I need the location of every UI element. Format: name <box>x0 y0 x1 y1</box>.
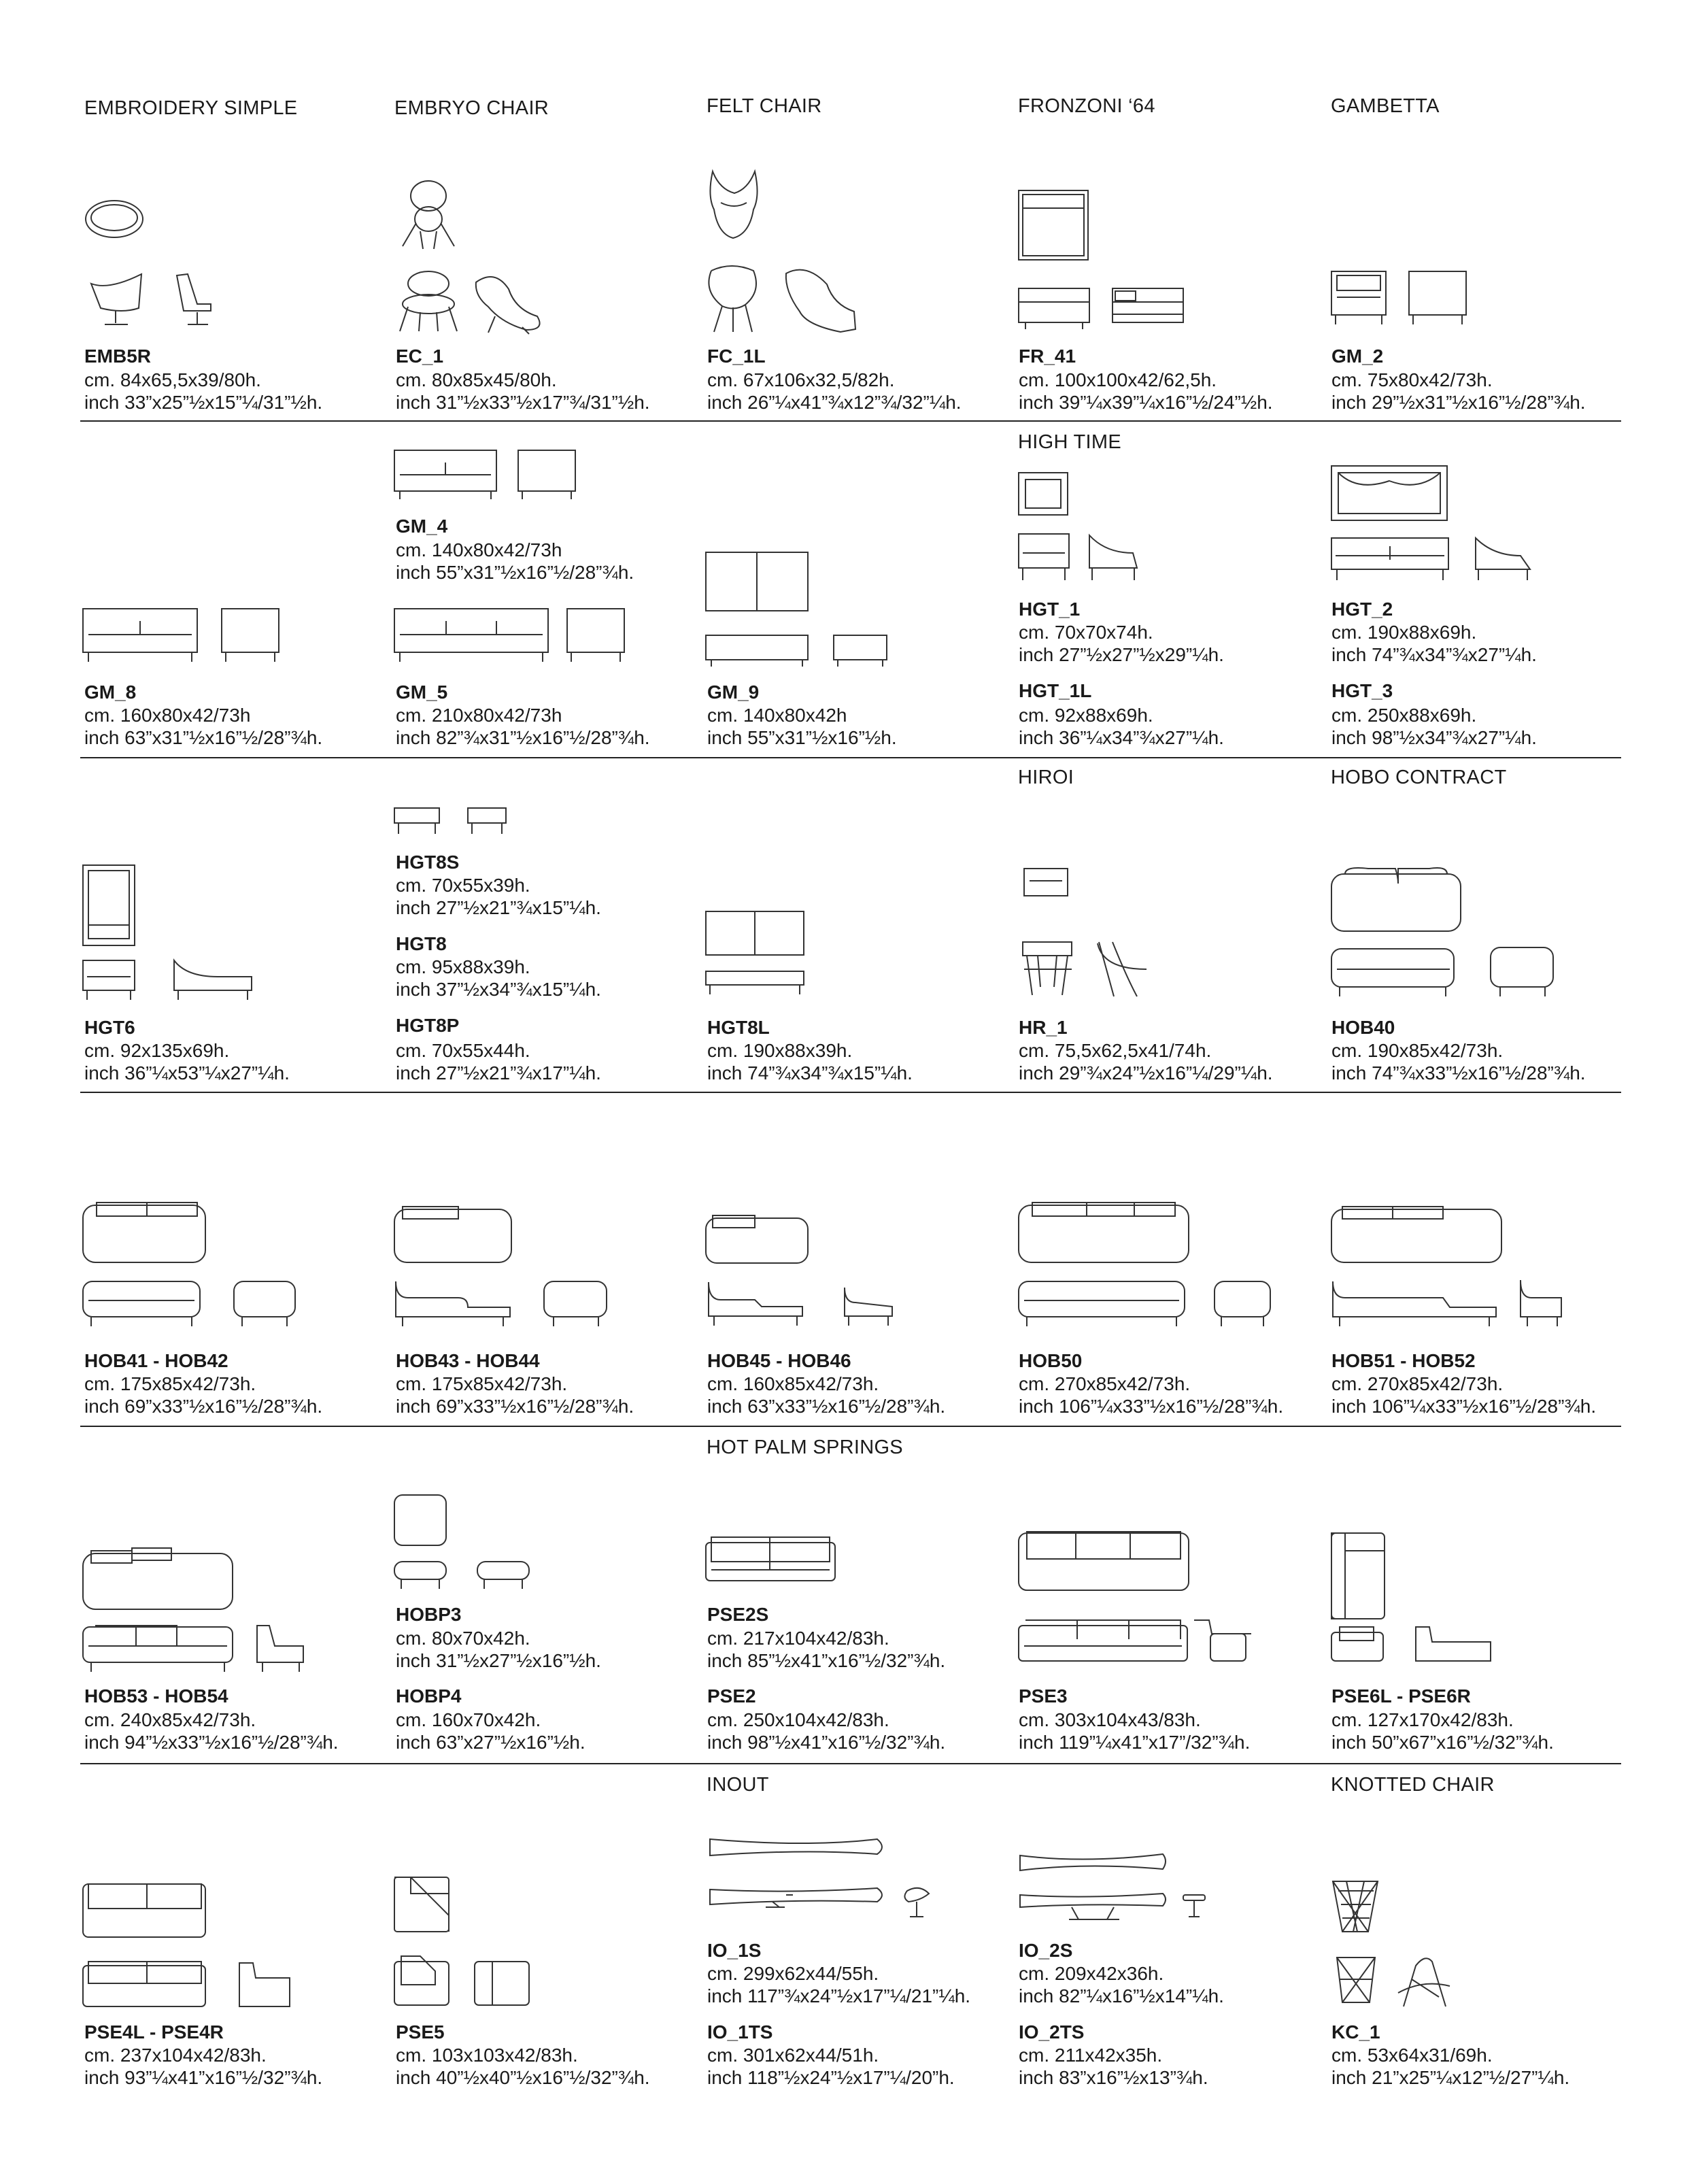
dimensions-cm: cm. 303x104x43/83h. <box>1019 1709 1201 1730</box>
dimensions-cm: cm. 100x100x42/62,5h. <box>1019 369 1217 390</box>
dimensions-cm: cm. 127x170x42/83h. <box>1331 1709 1514 1730</box>
product-code: HOB41 - HOB42 <box>84 1350 228 1371</box>
dimensions-cm: cm. 190x88x39h. <box>707 1040 853 1061</box>
product-code: EC_1 <box>396 346 444 367</box>
family-title-hightime: HIGH TIME <box>1018 431 1122 453</box>
row-divider <box>80 1426 1621 1427</box>
dimensions-cm: cm. 190x85x42/73h. <box>1331 1040 1504 1061</box>
family-title-gambetta: GAMBETTA <box>1331 95 1440 117</box>
product-code: HOB50 <box>1019 1350 1083 1371</box>
gm4-views-drawing <box>393 449 597 503</box>
product-code: HOB40 <box>1331 1017 1395 1038</box>
dimensions-inch: inch 37”½x34”¾x15”¼h. <box>396 979 601 1000</box>
dimensions-inch: inch 82”¾x31”½x16”½/28”¾h. <box>396 727 650 748</box>
dimensions-inch: inch 118”½x24”½x17”¼/20”h. <box>707 2067 955 2088</box>
hob41-views-drawing <box>82 1198 306 1334</box>
product-code: HR_1 <box>1019 1017 1068 1038</box>
dimensions-inch: inch 83”x16”½x13”¾h. <box>1019 2067 1208 2088</box>
dimensions-inch: inch 21”x25”¼x12”½/27”¼h. <box>1331 2067 1570 2088</box>
dimensions-cm: cm. 75x80x42/73h. <box>1331 369 1493 390</box>
dimensions-inch: inch 31”½x33”½x17”¾/31”½h. <box>396 392 650 413</box>
product-code: PSE3 <box>1019 1685 1068 1707</box>
product-code: FC_1L <box>707 346 766 367</box>
product-code: PSE6L - PSE6R <box>1331 1685 1471 1707</box>
product-code: HOB43 - HOB44 <box>396 1350 540 1371</box>
product-code: PSE2S <box>707 1604 769 1625</box>
product-code: IO_1TS <box>707 2021 773 2043</box>
dimensions-inch: inch 117”¾x24”½x17”¼/21”¼h. <box>707 1985 971 2006</box>
fc1l-top-view-drawing <box>704 169 766 243</box>
product-code: HGT8P <box>396 1015 460 1036</box>
hob50-views-drawing <box>1017 1198 1276 1334</box>
dimensions-cm: cm. 92x88x69h. <box>1019 705 1153 726</box>
dimensions-inch: inch 93”¼x41”x16”½/32”¾h. <box>84 2067 323 2088</box>
family-title-knotted: KNOTTED CHAIR <box>1331 1774 1495 1796</box>
product-code: HGT_1 <box>1019 599 1081 620</box>
pse3-views-drawing <box>1017 1530 1249 1673</box>
product-code: HOB51 - HOB52 <box>1331 1350 1476 1371</box>
pse5-views-drawing <box>393 1876 549 2012</box>
dimensions-inch: inch 29”½x31”½x16”½/28”¾h. <box>1331 392 1586 413</box>
product-code: GM_5 <box>396 682 448 703</box>
family-title-fronzoni: FRONZONI ‘64 <box>1018 95 1155 117</box>
dimensions-inch: inch 27”½x21”¾x17”¼h. <box>396 1062 601 1083</box>
product-code: HOBP4 <box>396 1685 462 1707</box>
row-divider <box>80 757 1621 758</box>
dimensions-inch: inch 119”¼x41”x17”/32”¾h. <box>1019 1732 1251 1753</box>
dimensions-cm: cm. 70x55x44h. <box>396 1040 530 1061</box>
dimensions-inch: inch 50”x67”x16”½/32”¾h. <box>1331 1732 1554 1753</box>
hob45-views-drawing <box>704 1207 909 1337</box>
dimensions-cm: cm. 160x80x42/73h <box>84 705 251 726</box>
ec1-side-views-drawing <box>393 269 549 337</box>
dimensions-inch: inch 94”½x33”½x16”½/28”¾h. <box>84 1732 339 1753</box>
product-code: HGT8 <box>396 933 447 954</box>
dimensions-cm: cm. 160x70x42h. <box>396 1709 541 1730</box>
product-code: IO_2S <box>1019 1940 1073 1961</box>
dimensions-cm: cm. 80x70x42h. <box>396 1628 530 1649</box>
family-title-inout: INOUT <box>707 1774 769 1796</box>
product-code: HGT_3 <box>1331 680 1393 701</box>
dimensions-cm: cm. 103x103x42/83h. <box>396 2045 578 2066</box>
hob51-views-drawing <box>1330 1198 1575 1334</box>
product-code: HOBP3 <box>396 1604 462 1625</box>
dimensions-cm: cm. 240x85x42/73h. <box>84 1709 256 1730</box>
hobp3-views-drawing <box>393 1494 543 1596</box>
io2s-views-drawing <box>1017 1849 1221 1930</box>
product-code: PSE5 <box>396 2021 445 2043</box>
product-code: EMB5R <box>84 346 152 367</box>
dimensions-cm: cm. 270x85x42/73h. <box>1331 1373 1504 1394</box>
dimensions-inch: inch 31”½x27”½x16”½h. <box>396 1650 601 1671</box>
hgt6-views-drawing <box>82 864 265 1007</box>
dimensions-cm: cm. 95x88x39h. <box>396 956 530 977</box>
product-code: PSE4L - PSE4R <box>84 2021 224 2043</box>
dimensions-inch: inch 27”½x27”½x29”¼h. <box>1019 644 1224 665</box>
dimensions-inch: inch 98”½x34”¾x27”¼h. <box>1331 727 1537 748</box>
dimensions-cm: cm. 217x104x42/83h. <box>707 1628 889 1649</box>
dimensions-inch: inch 39”¼x39”¼x16”½/24”½h. <box>1019 392 1273 413</box>
dimensions-inch: inch 69”x33”½x16”½/28”¾h. <box>396 1396 634 1417</box>
product-code: HGT_2 <box>1331 599 1393 620</box>
kc1-views-drawing <box>1330 1877 1453 2013</box>
product-code: HGT_1L <box>1019 680 1092 701</box>
hgt8s-views-drawing <box>393 807 522 841</box>
dimensions-cm: cm. 84x65,5x39/80h. <box>84 369 261 390</box>
dimensions-inch: inch 98”½x41”x16”½/32”¾h. <box>707 1732 946 1753</box>
hgt1-side-views-drawing <box>1017 533 1153 587</box>
dimensions-inch: inch 74”¾x34”¾x27”¼h. <box>1331 644 1537 665</box>
dimensions-cm: cm. 80x85x45/80h. <box>396 369 557 390</box>
gm2-views-drawing <box>1330 270 1480 331</box>
dimensions-cm: cm. 190x88x69h. <box>1331 622 1477 643</box>
dimensions-inch: inch 36”¼x34”¾x27”¼h. <box>1019 727 1224 748</box>
fr41-top-view-drawing <box>1017 189 1092 264</box>
row-divider <box>80 1092 1621 1093</box>
dimensions-cm: cm. 70x55x39h. <box>396 875 530 896</box>
row-divider <box>80 420 1621 422</box>
emb5r-top-view-drawing <box>82 197 156 238</box>
dimensions-cm: cm. 175x85x42/73h. <box>396 1373 568 1394</box>
family-title-hobo: HOBO CONTRACT <box>1331 767 1507 788</box>
dimensions-inch: inch 63”x31”½x16”½/28”¾h. <box>84 727 323 748</box>
dimensions-cm: cm. 92x135x69h. <box>84 1040 230 1061</box>
product-code: KC_1 <box>1331 2021 1380 2043</box>
dimensions-cm: cm. 53x64x31/69h. <box>1331 2045 1493 2066</box>
dimensions-inch: inch 55”x31”½x16”½h. <box>707 727 897 748</box>
product-code: HGT8L <box>707 1017 770 1038</box>
dimensions-cm: cm. 211x42x35h. <box>1019 2045 1163 2066</box>
dimensions-inch: inch 33”x25”½x15”¼/31”½h. <box>84 392 323 413</box>
product-code: GM_8 <box>84 682 137 703</box>
hob40-views-drawing <box>1330 867 1561 1003</box>
dimensions-inch: inch 74”¾x34”¾x15”¼h. <box>707 1062 913 1083</box>
dimensions-cm: cm. 270x85x42/73h. <box>1019 1373 1191 1394</box>
family-title-felt: FELT CHAIR <box>707 95 822 117</box>
dimensions-cm: cm. 160x85x42/73h. <box>707 1373 879 1394</box>
product-code: HOB45 - HOB46 <box>707 1350 851 1371</box>
gm8-views-drawing <box>82 607 292 669</box>
io1s-views-drawing <box>704 1836 956 1932</box>
dimensions-inch: inch 26”¼x41”¾x12”¾/32”¼h. <box>707 392 962 413</box>
dimensions-cm: cm. 250x104x42/83h. <box>707 1709 889 1730</box>
gm9-views-drawing <box>704 551 909 673</box>
dimensions-cm: cm. 299x62x44/55h. <box>707 1963 879 1984</box>
gm5-views-drawing <box>393 607 638 669</box>
pse2s-views-drawing <box>704 1536 840 1590</box>
dimensions-cm: cm. 175x85x42/73h. <box>84 1373 256 1394</box>
pse4l-views-drawing <box>82 1881 299 2017</box>
pse6l-views-drawing <box>1330 1530 1507 1673</box>
product-code: GM_9 <box>707 682 760 703</box>
hr1-views-drawing <box>1017 867 1153 1003</box>
fc1l-side-views-drawing <box>704 264 861 339</box>
family-title-embroidery: EMBROIDERY SIMPLE <box>84 97 298 119</box>
dimensions-inch: inch 36”¼x53”¼x27”¼h. <box>84 1062 290 1083</box>
hgt8l-views-drawing <box>704 910 813 1005</box>
hgt1-top-view-drawing <box>1017 471 1079 519</box>
family-title-hotpalm: HOT PALM SPRINGS <box>707 1437 903 1458</box>
family-title-hiroi: HIROI <box>1018 767 1074 788</box>
product-code: GM_2 <box>1331 346 1384 367</box>
dimensions-inch: inch 85”½x41”x16”½/32”¾h. <box>707 1650 946 1671</box>
hob43-views-drawing <box>393 1198 617 1334</box>
hgt2-views-drawing <box>1330 465 1541 587</box>
dimensions-cm: cm. 210x80x42/73h <box>396 705 562 726</box>
product-code: HGT8S <box>396 852 460 873</box>
dimensions-inch: inch 106”¼x33”½x16”½/28”¾h. <box>1331 1396 1597 1417</box>
dimensions-inch: inch 40”½x40”½x16”½/32”¾h. <box>396 2067 650 2088</box>
product-code: HOB53 - HOB54 <box>84 1685 228 1707</box>
dimensions-inch: inch 74”¾x33”½x16”½/28”¾h. <box>1331 1062 1586 1083</box>
dimensions-inch: inch 63”x33”½x16”½/28”¾h. <box>707 1396 946 1417</box>
fr41-side-views-drawing <box>1017 287 1194 331</box>
product-code: GM_4 <box>396 516 448 537</box>
dimensions-inch: inch 55”x31”½x16”½/28”¾h. <box>396 562 634 583</box>
dimensions-inch: inch 69”x33”½x16”½/28”¾h. <box>84 1396 323 1417</box>
dimensions-cm: cm. 237x104x42/83h. <box>84 2045 267 2066</box>
dimensions-inch: inch 29”¾x24”½x16”¼/29”¼h. <box>1019 1062 1273 1083</box>
dimensions-cm: cm. 209x42x36h. <box>1019 1963 1164 1984</box>
dimensions-inch: inch 82”¼x16”½x14”¼h. <box>1019 1985 1224 2006</box>
dimensions-cm: cm. 250x88x69h. <box>1331 705 1477 726</box>
dimensions-cm: cm. 70x70x74h. <box>1019 622 1153 643</box>
dimensions-cm: cm. 75,5x62,5x41/74h. <box>1019 1040 1212 1061</box>
dimensions-cm: cm. 140x80x42/73h <box>396 539 562 560</box>
ec1-top-view-drawing <box>393 178 468 253</box>
product-code: FR_41 <box>1019 346 1076 367</box>
row-divider <box>80 1763 1621 1764</box>
hob53-views-drawing <box>82 1545 326 1675</box>
emb5r-side-views-drawing <box>82 269 224 330</box>
product-code: HGT6 <box>84 1017 135 1038</box>
product-code: IO_1S <box>707 1940 762 1961</box>
dimensions-inch: inch 63”x27”½x16”½h. <box>396 1732 585 1753</box>
product-code: IO_2TS <box>1019 2021 1085 2043</box>
family-title-embryo: EMBRYO CHAIR <box>394 97 549 119</box>
dimensions-cm: cm. 67x106x32,5/82h. <box>707 369 895 390</box>
product-code: PSE2 <box>707 1685 756 1707</box>
dimensions-inch: inch 27”½x21”¾x15”¼h. <box>396 897 601 918</box>
dimensions-cm: cm. 140x80x42h <box>707 705 847 726</box>
dimensions-cm: cm. 301x62x44/51h. <box>707 2045 879 2066</box>
dimensions-inch: inch 106”¼x33”½x16”½/28”¾h. <box>1019 1396 1284 1417</box>
